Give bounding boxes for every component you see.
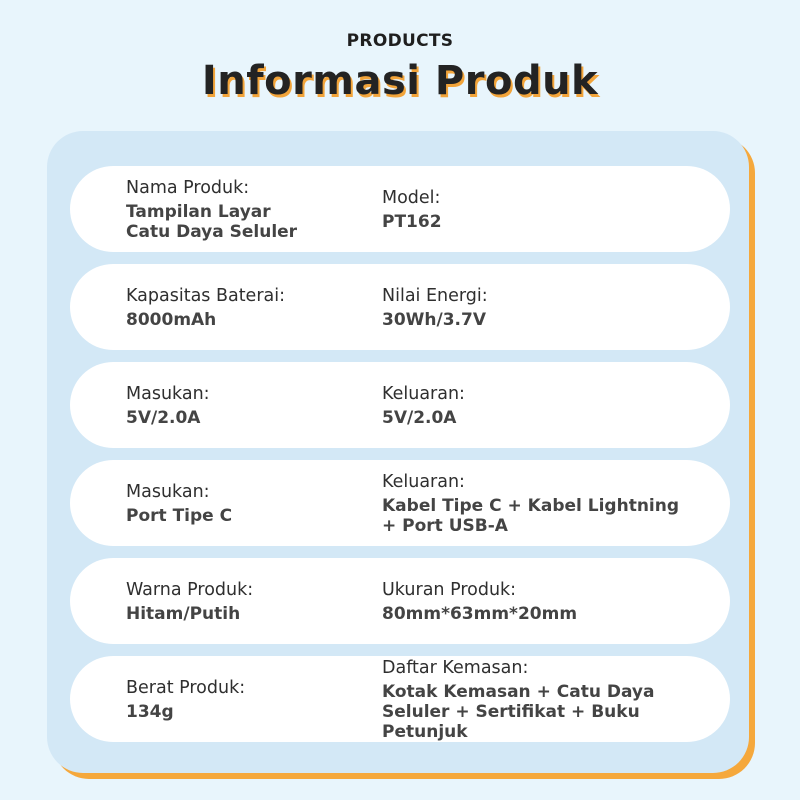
spec-label: Berat Produk:	[126, 677, 246, 698]
spec-value: Port Tipe C	[126, 505, 233, 526]
spec-value: PT162	[382, 211, 442, 232]
spec-label: Keluaran:	[382, 471, 465, 492]
spec-cell-right	[382, 362, 712, 448]
spec-value: Tampilan Layar Catu Daya Seluler	[126, 201, 298, 242]
spec-label: Nama Produk:	[126, 177, 250, 198]
spec-cell-left	[126, 166, 356, 252]
info-row-name-model	[70, 166, 730, 252]
spec-value: 80mm*63mm*20mm	[382, 603, 578, 624]
spec-value: 134g	[126, 701, 174, 722]
spec-value: 8000mAh	[126, 309, 217, 330]
spec-cell-left	[126, 558, 356, 644]
spec-value: 5V/2.0A	[382, 407, 457, 428]
spec-label: Kapasitas Baterai:	[126, 285, 286, 306]
spec-cell-left	[126, 656, 356, 742]
spec-label: Ukuran Produk:	[382, 579, 517, 600]
spec-cell-left	[126, 362, 356, 448]
spec-value: Hitam/Putih	[126, 603, 241, 624]
spec-label: Daftar Kemasan:	[382, 657, 529, 678]
spec-value: 30Wh/3.7V	[382, 309, 486, 330]
page-title: Informasi Produk	[201, 58, 599, 104]
spec-cell-left	[126, 460, 356, 546]
spec-label: Nilai Energi:	[382, 285, 488, 306]
spec-value: 5V/2.0A	[126, 407, 201, 428]
info-row-weight-package	[70, 656, 730, 742]
spec-cell-left	[126, 264, 356, 350]
spec-label: Keluaran:	[382, 383, 465, 404]
header-kicker: PRODUCTS	[346, 31, 454, 51]
spec-label: Masukan:	[126, 481, 210, 502]
spec-value: Kabel Tipe C + Kabel Lightning + Port USB-A	[382, 495, 680, 536]
spec-cell-right	[382, 166, 712, 252]
spec-cell-right	[382, 264, 712, 350]
info-row-color-size	[70, 558, 730, 644]
info-row-input-output-ports	[70, 460, 730, 546]
spec-cell-right	[382, 656, 712, 742]
spec-label: Model:	[382, 187, 441, 208]
spec-label: Warna Produk:	[126, 579, 254, 600]
spec-value: Kotak Kemasan + Catu Daya Seluler + Sertifikat + Buku Petunjuk	[382, 681, 655, 742]
info-row-battery-energy	[70, 264, 730, 350]
spec-label: Masukan:	[126, 383, 210, 404]
spec-cell-right	[382, 460, 712, 546]
info-row-input-output-power	[70, 362, 730, 448]
spec-cell-right	[382, 558, 712, 644]
